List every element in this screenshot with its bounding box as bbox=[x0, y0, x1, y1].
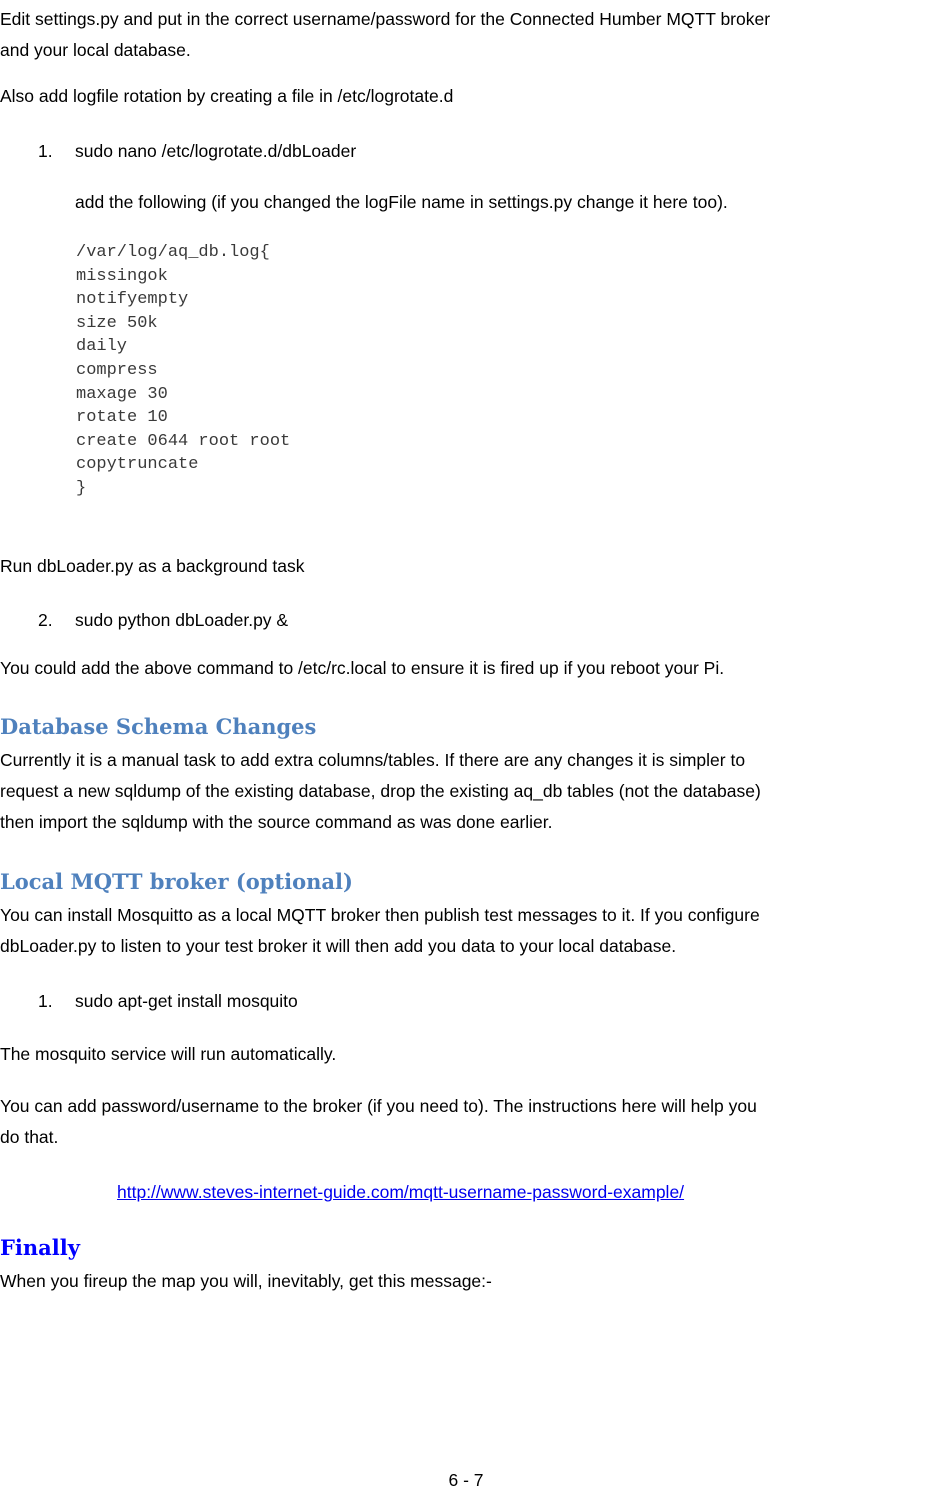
schema-heading: Database Schema Changes bbox=[0, 714, 317, 739]
mqtt-guide-link[interactable]: http://www.steves-internet-guide.com/mqtt-username-password-example/ bbox=[117, 1182, 685, 1202]
mqtt-auth-line-2: do that. bbox=[0, 1127, 59, 1147]
code-line: copytruncate bbox=[76, 455, 199, 475]
run-note: You could add the above command to /etc/rc.local to ensure it is fired up if you reboot your Pi. bbox=[0, 658, 725, 678]
run-step-number: 2. bbox=[38, 610, 53, 630]
code-line: } bbox=[76, 478, 87, 498]
code-line: notifyempty bbox=[76, 290, 189, 310]
code-line: maxage 30 bbox=[76, 384, 168, 404]
mqtt-heading: Local MQTT broker (optional) bbox=[0, 869, 353, 894]
run-instruction: Run dbLoader.py as a background task bbox=[0, 556, 305, 576]
mqtt-service-note: The mosquito service will run automatically. bbox=[0, 1044, 337, 1064]
run-step-command: sudo python dbLoader.py & bbox=[75, 610, 289, 630]
schema-line-2: request a new sqldump of the existing database, drop the existing aq_db tables (not the database) bbox=[0, 781, 761, 801]
intro-line-2: and your local database. bbox=[0, 40, 191, 60]
logrotate-instruction: Also add logfile rotation by creating a file in /etc/logrotate.d bbox=[0, 86, 454, 106]
finally-text: When you fireup the map you will, inevitably, get this message:- bbox=[0, 1271, 492, 1291]
code-line: size 50k bbox=[76, 313, 158, 333]
mqtt-auth-line-1: You can add password/username to the broker (if you need to). The instructions here will help you bbox=[0, 1096, 757, 1116]
code-line: missingok bbox=[76, 266, 168, 286]
code-line: /var/log/aq_db.log{ bbox=[76, 243, 270, 262]
mqtt-line-1: You can install Mosquitto as a local MQTT broker then publish test messages to it. If you configure bbox=[0, 905, 760, 925]
step-note: add the following (if you changed the logFile name in settings.py change it here too). bbox=[75, 192, 728, 212]
code-line: compress bbox=[76, 360, 158, 380]
page-number: 6 - 7 bbox=[448, 1470, 484, 1490]
mqtt-line-2: dbLoader.py to listen to your test broker it will then add you data to your local database. bbox=[0, 936, 677, 956]
mqtt-step-command: sudo apt-get install mosquito bbox=[75, 991, 298, 1011]
code-line: create 0644 root root bbox=[76, 431, 291, 451]
logrotate-code-block bbox=[76, 241, 290, 501]
mqtt-step-number: 1. bbox=[38, 991, 53, 1011]
code-line: rotate 10 bbox=[76, 408, 168, 428]
intro-line-1: Edit settings.py and put in the correct username/password for the Connected Humber MQTT broker bbox=[0, 9, 771, 29]
finally-heading: Finally bbox=[0, 1235, 80, 1260]
schema-line-3: then import the sqldump with the source command as was done earlier. bbox=[0, 812, 553, 832]
code-line: daily bbox=[76, 337, 128, 357]
step-command: sudo nano /etc/logrotate.d/dbLoader bbox=[75, 141, 357, 161]
schema-line-1: Currently it is a manual task to add extra columns/tables. If there are any changes it is simpler to bbox=[0, 750, 746, 770]
step-number: 1. bbox=[38, 141, 53, 161]
